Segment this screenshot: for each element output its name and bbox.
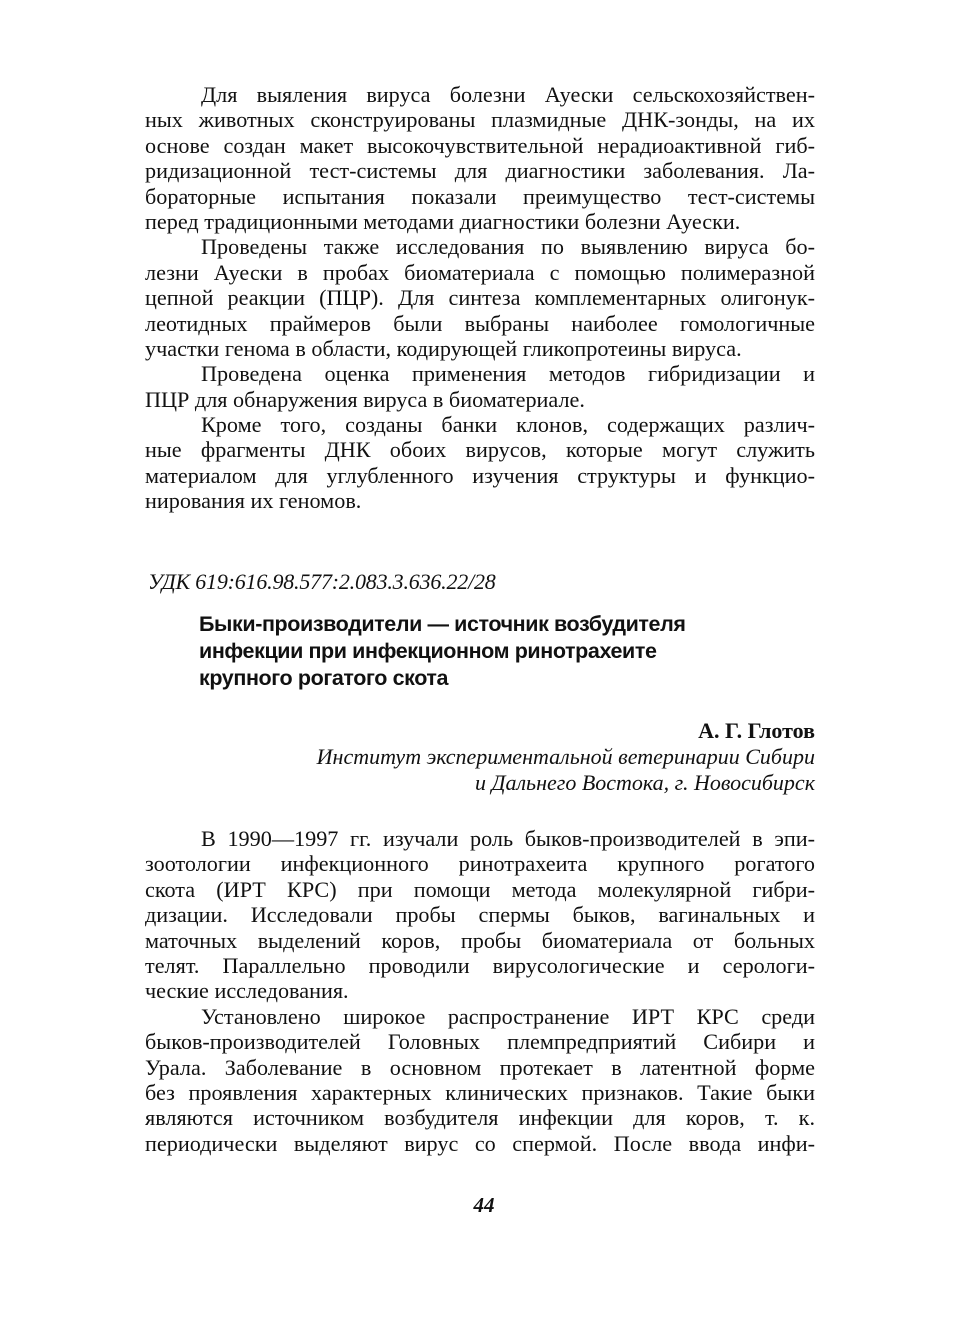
text-line: Проведены также исследования по выявлению вируса бо- [201, 234, 815, 260]
text-line: нирования их геномов. [145, 488, 362, 514]
paragraph [145, 82, 815, 234]
text-line: зоотологии инфекционного ринотрахеита крупного рогатого [145, 851, 815, 877]
text-line: быков-производителей Головных племпредприятий Сибири и [145, 1029, 815, 1055]
text-line: ПЦР для обнаружения вируса в биоматериале. [145, 386, 585, 412]
text-line: цепной реакции (ПЦР). Для синтеза комплементарных олигонук- [145, 285, 815, 311]
article-body [145, 826, 815, 1156]
paragraph [145, 826, 815, 1004]
text-line: скота (ИРТ КРС) при помощи метода молекулярной гибри- [145, 876, 815, 902]
text-line: дизации. Исследовали пробы спермы быков, вагинальных и [145, 902, 815, 928]
paragraph [145, 1004, 815, 1156]
paragraph [145, 361, 815, 412]
affiliation-line: Институт экспериментальной ветеринарии Сибири [316, 744, 815, 769]
text-line: участки генома в области, кодирующей гликопротеины вируса. [145, 335, 742, 361]
title-line: крупного рогатого скота [199, 666, 449, 690]
paragraph [145, 412, 815, 514]
text-line: Установлено широкое распространение ИРТ КРС среди [201, 1003, 815, 1029]
text-line: являются источником возбудителя инфекции для коров, т. к. [145, 1105, 815, 1131]
affiliation-line: и Дальнего Востока, г. Новосибирск [474, 770, 815, 795]
text-line: без проявления характерных клинических признаков. Такие быки [145, 1079, 815, 1105]
text-line: леотидных праймеров были выбраны наиболее гомологичные [145, 310, 815, 336]
text-line: В 1990—1997 гг. изучали роль быков-производителей в эпи- [201, 826, 815, 851]
top-text-block [145, 82, 815, 514]
text-line: Для выяления вируса болезни Ауески сельскохозяйствен- [201, 82, 815, 107]
text-line: ридизационной тест-системы для диагностики заболевания. Ла- [145, 158, 815, 184]
author-affiliation [317, 744, 815, 796]
text-line: перед традиционными методами диагностики болезни Ауески. [145, 208, 741, 234]
paragraph [145, 234, 815, 361]
author-name: А. Г. Глотов [698, 718, 815, 743]
text-line: периодически выделяют вирус со спермой. После ввода инфи- [145, 1130, 815, 1156]
text-line: Кроме того, созданы банки клонов, содержащих различ- [201, 412, 815, 438]
page-number: 44 [473, 1193, 495, 1217]
title-line: Быки-производители — источник возбудителя [199, 612, 686, 636]
text-line: ческие исследования. [145, 978, 349, 1004]
title-line: инфекции при инфекционном ринотрахеите [199, 639, 657, 663]
text-line: материалом для углубленного изучения структуры и функцио- [145, 462, 815, 488]
text-line: Урала. Заболевание в основном протекает в латентной форме [145, 1054, 815, 1080]
text-line: маточных выделений коров, пробы биоматериала от больных [145, 927, 815, 953]
text-line: Проведена оценка применения методов гибридизации и [201, 361, 815, 387]
text-line: ные фрагменты ДНК обоих вирусов, которые могут служить [145, 437, 815, 463]
udc-code: УДК 619:616.98.577:2.083.3.636.22/28 [148, 569, 496, 594]
text-line: лезни Ауески в пробах биоматериала с помощью полимеразной [145, 259, 815, 285]
text-line: основе создан макет высокочувствительной нерадиоактивной гиб- [145, 132, 815, 158]
article-title [199, 611, 686, 692]
text-line: ных животных сконструированы плазмидные ДНК-зонды, на их [145, 107, 815, 133]
text-line: телят. Параллельно проводили вирусологические и серологи- [145, 952, 815, 978]
text-line: бораторные испытания показали преимущество тест-системы [145, 183, 815, 209]
